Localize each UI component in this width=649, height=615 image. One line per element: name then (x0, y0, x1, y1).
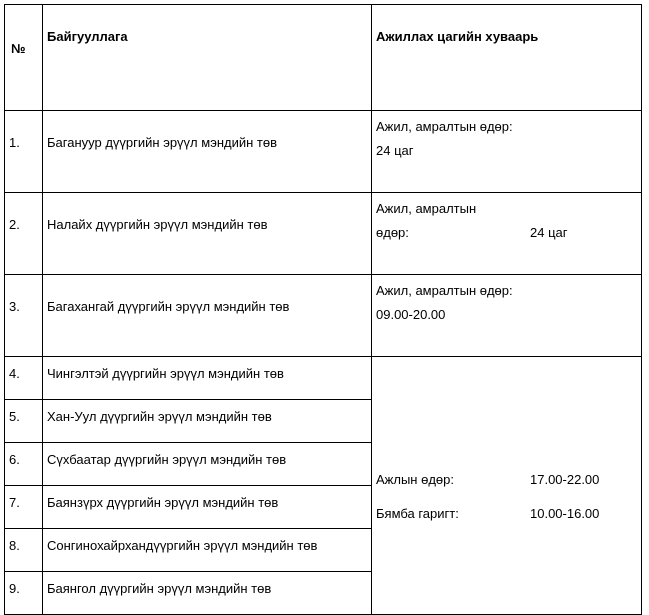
row-number: 2. (5, 193, 43, 275)
organization-name: Багахангай дүүргийн эрүүл мэндийн төв (43, 275, 372, 357)
row-number: 8. (5, 529, 43, 572)
saturday-label: Бямба гаригт: (376, 506, 459, 521)
schedule-cell (372, 111, 642, 193)
table-row (5, 357, 642, 400)
table-row (5, 111, 642, 193)
schedule-line: Ажил, амралтын өдөр: (376, 119, 513, 134)
row-number: 6. (5, 443, 43, 486)
row-number: 1. (5, 111, 43, 193)
header-organization: Байгууллага (43, 5, 372, 111)
organization-name: Баянгол дүүргийн эрүүл мэндийн төв (43, 572, 372, 615)
shared-schedule-cell (372, 357, 642, 615)
organization-name: Сонгинохайрхандүүргийн эрүүл мэндийн төв (43, 529, 372, 572)
header-schedule: Ажиллах цагийн хуваарь (372, 5, 642, 111)
shared-schedule (376, 463, 616, 531)
weekday-label: Ажлын өдөр: (376, 472, 454, 487)
organization-name: Чингэлтэй дүүргийн эрүүл мэндийн төв (43, 357, 372, 400)
schedule-line: Ажил, амралтын өдөр: (376, 283, 513, 298)
schedule-cell (372, 275, 642, 357)
schedule-hours: 24 цаг (530, 225, 568, 240)
saturday-schedule (376, 497, 616, 531)
organization-name: Баянзүрх дүүргийн эрүүл мэндийн төв (43, 486, 372, 529)
organization-name: Налайх дүүргийн эрүүл мэндийн төв (43, 193, 372, 275)
row-number: 7. (5, 486, 43, 529)
row-number: 9. (5, 572, 43, 615)
schedule-line: 24 цаг (376, 143, 414, 158)
organization-name: Багануур дүүргийн эрүүл мэндийн төв (43, 111, 372, 193)
organization-name: Хан-Уул дүүргийн эрүүл мэндийн төв (43, 400, 372, 443)
table-row (5, 275, 642, 357)
schedule-line-split (376, 221, 641, 245)
schedule-label: өдөр: (376, 225, 409, 240)
weekday-hours: 17.00-22.00 (530, 472, 600, 487)
schedule-cell (372, 193, 642, 275)
organization-name: Сүхбаатар дүүргийн эрүүл мэндийн төв (43, 443, 372, 486)
schedule-line: 09.00-20.00 (376, 307, 446, 322)
weekday-schedule (376, 463, 616, 497)
row-number: 4. (5, 357, 43, 400)
schedule-table (4, 4, 642, 615)
schedule-line: Ажил, амралтын (376, 201, 477, 216)
table-row (5, 193, 642, 275)
row-number: 3. (5, 275, 43, 357)
saturday-hours: 10.00-16.00 (530, 506, 600, 521)
header-row (5, 5, 642, 111)
header-number: № (5, 5, 43, 111)
row-number: 5. (5, 400, 43, 443)
